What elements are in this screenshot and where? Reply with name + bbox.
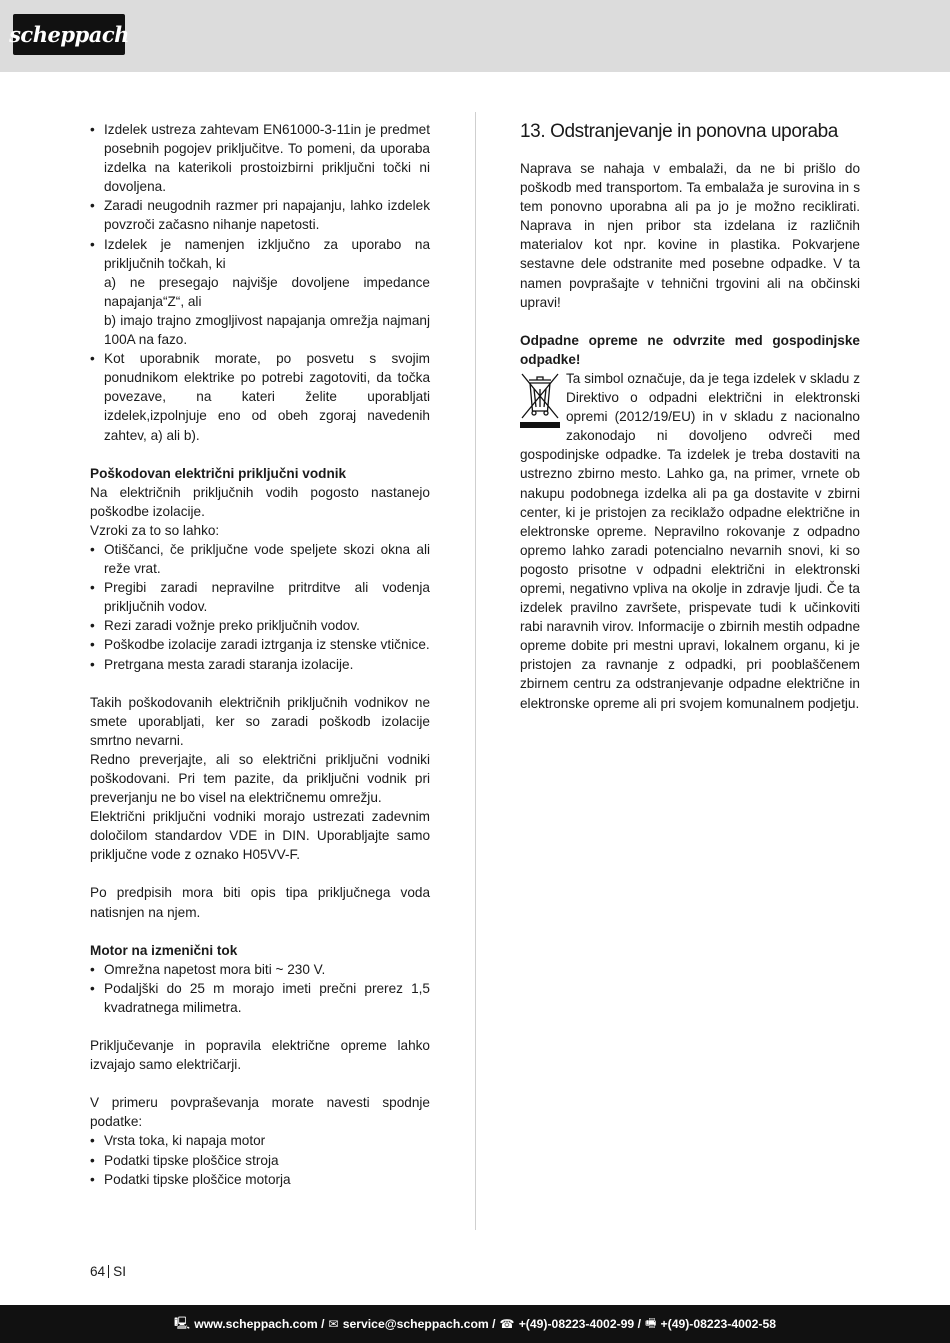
weee-paragraph: Ta simbol označuje, da je tega izdelek v skladu z Direktivo o odpadni električni in elektronski opremi (2012/19/EU) in v skladu z nacionalno zakonodajo ni dovoljeno odvreči med gospodinjske odpadke. Ta izdelek je treba dostaviti na ustrezno zbirno mesto. Lahko ga, na primer, vrnete ob nakupu podobnega izdelka ali pa ga dostavite v zbirni center, ki je pristojen za reciklažo odpadne električne in elektronske opreme. Nepravilno rokovanje z odpadno opremo lahko zaradi potencialno nevarnih snovi, ki so pogosto prisotne v odpadni električni in elektronski opremi, negativno vpliva na okolje in zdravje ljudi. Če ta izdelek pravilno završete, prispevate tudi k učinkoviti rabi naravnih virov. Informacije o zbirnih mestih odpadne opreme dobite pri mestni upravi, lokalnem organu, ki je pristojen za ravnanje z odpadki, pri pooblaščenem zbirnem centru za odstranjevanje odpadne električne in elektronske opreme ali pri svojem komunalnem podjetju. bbox=[520, 370, 860, 711]
list-item: • Omrežna napetost mora biti ~ 230 V. bbox=[90, 960, 430, 979]
footer-fax: +(49)-08223-4002-58 bbox=[660, 1317, 777, 1331]
warning-paragraph: Takih poškodovanih električnih priključnih vodnikov ne smete uporabljati, ker so zaradi poškodb izolacije smrtno nevarni. bbox=[90, 694, 430, 748]
footer-website[interactable]: www.scheppach.com / bbox=[194, 1317, 325, 1331]
list-item: • Podatki tipske ploščice stroja bbox=[90, 1151, 430, 1170]
computer-icon: 🖳 bbox=[173, 1315, 191, 1330]
list-item: • Rezi zaradi vožnje preko priključnih vodov. bbox=[90, 616, 430, 635]
footer-email[interactable]: service@scheppach.com / bbox=[342, 1317, 496, 1331]
motor-list bbox=[90, 960, 430, 1017]
list-item: • Otiščanci, če priključne vode speljete skozi okna ali reže vrat. bbox=[90, 540, 430, 578]
vde-paragraph: Električni priključni vodniki morajo ustrezati zadevnim določilom standardov VDE in DIN. Uporabljajte samo priključne vode z oznako H05VV-F. bbox=[90, 809, 430, 863]
page-number bbox=[90, 1264, 126, 1279]
damage-causes-list bbox=[90, 540, 430, 674]
crossed-out-wheelie-bin-icon bbox=[520, 372, 560, 430]
envelope-icon: ✉ bbox=[328, 1317, 339, 1331]
list-item bbox=[90, 235, 430, 350]
connection-requirements-list bbox=[90, 120, 430, 445]
list-item: • Poškodbe izolacije zaradi iztrganja iz stenske vtičnice. bbox=[90, 635, 430, 654]
telephone-icon: ☎ bbox=[499, 1317, 515, 1331]
damaged-cable-heading: Poškodovan električni priključni vodnik bbox=[90, 465, 347, 481]
check-paragraph: Redno preverjajte, ali so električni priključni vodniki poškodovani. Pri tem pazite, da priključni vodnik pri preverjanju ne bo visel na električnemu omrežju. bbox=[90, 751, 430, 806]
damaged-cable-intro: Na električnih priključnih vodih pogosto nastanejo poškodbe izolacije. bbox=[90, 484, 430, 519]
list-item: • Podaljški do 25 m morajo imeti prečni prerez 1,5 kvadratnega milimetra. bbox=[90, 979, 430, 1017]
list-item: • Pretrgana mesta zaradi staranja izolacije. bbox=[90, 655, 430, 674]
left-column bbox=[90, 120, 430, 1189]
page-number-value: 64 bbox=[90, 1264, 106, 1279]
footer-phone: +(49)-08223-4002-99 / bbox=[518, 1317, 641, 1331]
list-item: • Pregibi zaradi nepravilne pritrditve ali vodenja priključnih vodov. bbox=[90, 578, 430, 616]
label-paragraph: Po predpisih mora biti opis tipa priključnega voda natisnjen na njem. bbox=[90, 885, 430, 920]
list-item-text: a) ne presegajo najvišje dovoljene impedance napajanja“Z“, ali bbox=[104, 274, 430, 309]
weee-heading: Odpadne opreme ne odvrzite med gospodinjske odpadke! bbox=[520, 332, 860, 367]
list-item: • Izdelek ustreza zahtevam EN61000-3-11in je predmet posebnih pogojev priključitve. To pomeni, da uporaba izdelka na katerikoli prostoizbirni priključni točki ni dovoljena. bbox=[90, 120, 430, 196]
packaging-paragraph: Naprava se nahaja v embalaži, da ne bi prišlo do poškodb med transportom. Ta embalaža je surovina in s tem ponovno uporabna ali pa jo je možno reciklirati. Naprava in njen pribor sta izdelana iz različnih materialov kot npr. kovine in plastika. Pokvarjene sestavne dele odstranite med posebne odpadke. V ta namen povprašajte v tehnični trgovini ali na občinski upravi! bbox=[520, 161, 860, 310]
list-item-text: b) imajo trajno zmogljivost napajanja omrežja najmanj 100A na fazo. bbox=[104, 312, 430, 348]
electricians-paragraph: Priključevanje in popravila električne opreme lahko izvajajo samo električarji. bbox=[90, 1038, 430, 1073]
fax-icon: 🖷 bbox=[645, 1315, 657, 1330]
header-bar bbox=[0, 0, 950, 72]
scheppach-logo: scheppach bbox=[13, 14, 125, 55]
column-divider bbox=[475, 112, 476, 1230]
list-item: • Kot uporabnik morate, po posvetu s svojim ponudnikom elektrike po potrebi zagotoviti, da točka povezave, na kateri želite uporabljati izdelek,izpolnjuje eno od obeh zgoraj navedenih zahtev, a) ali b). bbox=[90, 349, 430, 444]
section-title: 13. Odstranjevanje in ponovna uporaba bbox=[520, 121, 838, 142]
inquiry-intro: V primeru povpraševanja morate navesti spodnje podatke: bbox=[90, 1095, 430, 1130]
footer-bar bbox=[0, 1305, 950, 1343]
inquiry-list bbox=[90, 1131, 430, 1188]
damaged-cable-causes-label: Vzroki za to so lahko: bbox=[90, 522, 220, 538]
language-code: SI bbox=[113, 1264, 126, 1279]
list-item-text: • Izdelek je namenjen izključno za uporabo na priključnih točkah, ki bbox=[104, 236, 430, 271]
list-item: • Vrsta toka, ki napaja motor bbox=[90, 1131, 430, 1150]
motor-heading: Motor na izmenični tok bbox=[90, 942, 238, 958]
right-column bbox=[520, 120, 860, 713]
list-item: • Podatki tipske ploščice motorja bbox=[90, 1170, 430, 1189]
list-item: • Zaradi neugodnih razmer pri napajanju, lahko izdelek povzroči začasno nihanje napetosti. bbox=[90, 196, 430, 234]
